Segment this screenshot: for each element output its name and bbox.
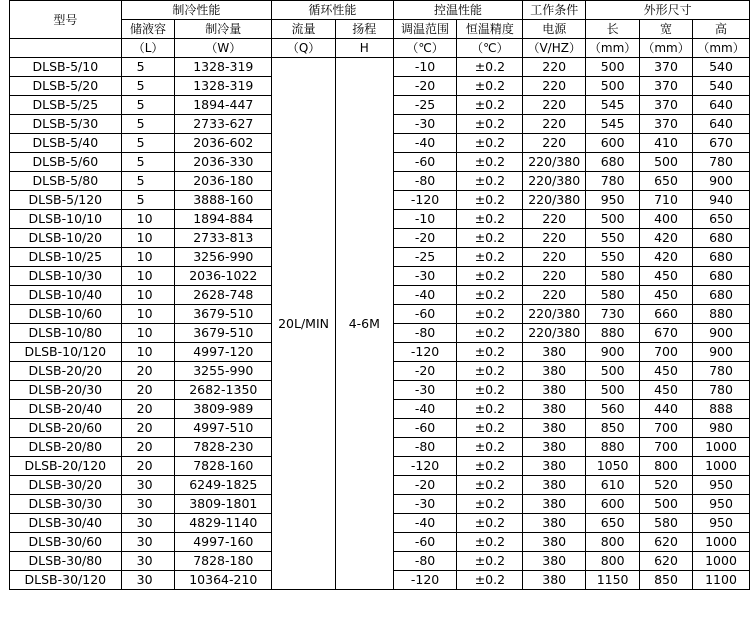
temp-range-cell: -80 xyxy=(393,552,457,571)
cooling-capacity-cell: 7828-180 xyxy=(175,552,272,571)
power-cell: 380 xyxy=(523,571,586,590)
header-power: 电源 xyxy=(523,20,586,39)
height-cell: 900 xyxy=(693,172,750,191)
temp-accuracy-cell: ±0.2 xyxy=(457,457,523,476)
tank-cell: 10 xyxy=(121,267,175,286)
height-cell: 1000 xyxy=(693,438,750,457)
height-cell: 1000 xyxy=(693,533,750,552)
length-cell: 800 xyxy=(586,533,640,552)
model-cell: DLSB-10/40 xyxy=(10,286,122,305)
width-cell: 670 xyxy=(640,324,693,343)
width-cell: 700 xyxy=(640,438,693,457)
height-cell: 1000 xyxy=(693,552,750,571)
model-cell: DLSB-20/20 xyxy=(10,362,122,381)
temp-accuracy-cell: ±0.2 xyxy=(457,362,523,381)
temp-range-cell: -80 xyxy=(393,438,457,457)
header-height: 高 xyxy=(693,20,750,39)
power-cell: 380 xyxy=(523,457,586,476)
tank-cell: 20 xyxy=(121,419,175,438)
tank-cell: 10 xyxy=(121,229,175,248)
model-cell: DLSB-30/30 xyxy=(10,495,122,514)
length-cell: 800 xyxy=(586,552,640,571)
model-cell: DLSB-10/80 xyxy=(10,324,122,343)
length-cell: 680 xyxy=(586,153,640,172)
cooling-capacity-cell: 2036-180 xyxy=(175,172,272,191)
temp-accuracy-cell: ±0.2 xyxy=(457,495,523,514)
height-cell: 950 xyxy=(693,476,750,495)
temp-accuracy-cell: ±0.2 xyxy=(457,153,523,172)
length-cell: 880 xyxy=(586,438,640,457)
tank-cell: 20 xyxy=(121,381,175,400)
unit-lift: H xyxy=(335,39,393,58)
tank-cell: 10 xyxy=(121,305,175,324)
model-cell: DLSB-10/10 xyxy=(10,210,122,229)
length-cell: 1150 xyxy=(586,571,640,590)
temp-range-cell: -40 xyxy=(393,286,457,305)
length-cell: 550 xyxy=(586,229,640,248)
temp-range-cell: -20 xyxy=(393,229,457,248)
width-cell: 450 xyxy=(640,267,693,286)
length-cell: 545 xyxy=(586,115,640,134)
temp-range-cell: -80 xyxy=(393,324,457,343)
cooling-capacity-cell: 7828-230 xyxy=(175,438,272,457)
model-cell: DLSB-10/20 xyxy=(10,229,122,248)
tank-cell: 5 xyxy=(121,191,175,210)
model-cell: DLSB-30/40 xyxy=(10,514,122,533)
cooling-capacity-cell: 3679-510 xyxy=(175,324,272,343)
unit-power: （V/HZ） xyxy=(523,39,586,58)
width-cell: 850 xyxy=(640,571,693,590)
tank-cell: 5 xyxy=(121,58,175,77)
cooling-capacity-cell: 1328-319 xyxy=(175,77,272,96)
length-cell: 950 xyxy=(586,191,640,210)
temp-range-cell: -10 xyxy=(393,210,457,229)
cooling-capacity-cell: 3679-510 xyxy=(175,305,272,324)
tank-cell: 30 xyxy=(121,571,175,590)
tank-cell: 20 xyxy=(121,400,175,419)
cooling-capacity-cell: 2036-1022 xyxy=(175,267,272,286)
cooling-capacity-cell: 3809-989 xyxy=(175,400,272,419)
width-cell: 620 xyxy=(640,533,693,552)
power-cell: 220 xyxy=(523,210,586,229)
header-dimensions: 外形尺寸 xyxy=(586,1,750,20)
temp-range-cell: -20 xyxy=(393,476,457,495)
length-cell: 600 xyxy=(586,134,640,153)
cooling-capacity-cell: 3809-1801 xyxy=(175,495,272,514)
model-cell: DLSB-5/60 xyxy=(10,153,122,172)
width-cell: 440 xyxy=(640,400,693,419)
length-cell: 500 xyxy=(586,381,640,400)
height-cell: 900 xyxy=(693,324,750,343)
height-cell: 680 xyxy=(693,248,750,267)
unit-row xyxy=(10,39,750,58)
tank-cell: 10 xyxy=(121,248,175,267)
temp-accuracy-cell: ±0.2 xyxy=(457,552,523,571)
length-cell: 500 xyxy=(586,58,640,77)
width-cell: 410 xyxy=(640,134,693,153)
power-cell: 380 xyxy=(523,514,586,533)
temp-accuracy-cell: ±0.2 xyxy=(457,172,523,191)
model-cell: DLSB-5/30 xyxy=(10,115,122,134)
model-cell: DLSB-10/60 xyxy=(10,305,122,324)
tank-cell: 5 xyxy=(121,134,175,153)
temp-accuracy-cell: ±0.2 xyxy=(457,58,523,77)
power-cell: 220 xyxy=(523,96,586,115)
temp-range-cell: -25 xyxy=(393,96,457,115)
cooling-capacity-cell: 4997-120 xyxy=(175,343,272,362)
temp-range-cell: -120 xyxy=(393,343,457,362)
length-cell: 900 xyxy=(586,343,640,362)
length-cell: 500 xyxy=(586,210,640,229)
cooling-capacity-cell: 3256-990 xyxy=(175,248,272,267)
cooling-capacity-cell: 4997-160 xyxy=(175,533,272,552)
width-cell: 450 xyxy=(640,362,693,381)
width-cell: 450 xyxy=(640,381,693,400)
temp-range-cell: -40 xyxy=(393,400,457,419)
model-cell: DLSB-20/80 xyxy=(10,438,122,457)
length-cell: 545 xyxy=(586,96,640,115)
model-cell: DLSB-10/25 xyxy=(10,248,122,267)
unit-temp-range: （℃） xyxy=(393,39,457,58)
header-length: 长 xyxy=(586,20,640,39)
temp-range-cell: -30 xyxy=(393,115,457,134)
width-cell: 420 xyxy=(640,229,693,248)
width-cell: 800 xyxy=(640,457,693,476)
length-cell: 730 xyxy=(586,305,640,324)
width-cell: 580 xyxy=(640,514,693,533)
temp-range-cell: -30 xyxy=(393,267,457,286)
temp-accuracy-cell: ±0.2 xyxy=(457,514,523,533)
power-cell: 220 xyxy=(523,229,586,248)
temp-accuracy-cell: ±0.2 xyxy=(457,438,523,457)
spec-table xyxy=(9,0,750,590)
temp-range-cell: -10 xyxy=(393,58,457,77)
temp-accuracy-cell: ±0.2 xyxy=(457,286,523,305)
cooling-capacity-cell: 6249-1825 xyxy=(175,476,272,495)
length-cell: 780 xyxy=(586,172,640,191)
unit-cooling-capacity: （W） xyxy=(175,39,272,58)
temp-range-cell: -30 xyxy=(393,381,457,400)
cooling-capacity-cell: 3255-990 xyxy=(175,362,272,381)
model-cell: DLSB-20/40 xyxy=(10,400,122,419)
width-cell: 620 xyxy=(640,552,693,571)
cooling-capacity-cell: 2733-813 xyxy=(175,229,272,248)
length-cell: 500 xyxy=(586,77,640,96)
model-cell: DLSB-30/120 xyxy=(10,571,122,590)
power-cell: 220/380 xyxy=(523,324,586,343)
model-cell: DLSB-20/120 xyxy=(10,457,122,476)
temp-range-cell: -120 xyxy=(393,191,457,210)
length-cell: 550 xyxy=(586,248,640,267)
height-cell: 650 xyxy=(693,210,750,229)
power-cell: 380 xyxy=(523,362,586,381)
temp-accuracy-cell: ±0.2 xyxy=(457,134,523,153)
model-cell: DLSB-5/10 xyxy=(10,58,122,77)
tank-cell: 20 xyxy=(121,362,175,381)
tank-cell: 10 xyxy=(121,343,175,362)
length-cell: 560 xyxy=(586,400,640,419)
cooling-capacity-cell: 7828-160 xyxy=(175,457,272,476)
unit-width: （mm） xyxy=(640,39,693,58)
model-cell: DLSB-10/30 xyxy=(10,267,122,286)
power-cell: 220 xyxy=(523,77,586,96)
length-cell: 580 xyxy=(586,286,640,305)
temp-range-cell: -80 xyxy=(393,172,457,191)
cooling-capacity-cell: 2628-748 xyxy=(175,286,272,305)
height-cell: 980 xyxy=(693,419,750,438)
height-cell: 780 xyxy=(693,381,750,400)
header-temp-range: 调温范围 xyxy=(393,20,457,39)
temp-accuracy-cell: ±0.2 xyxy=(457,571,523,590)
temp-range-cell: -120 xyxy=(393,457,457,476)
height-cell: 880 xyxy=(693,305,750,324)
header-temp-accuracy: 恒温精度 xyxy=(457,20,523,39)
header-row-2 xyxy=(10,20,750,39)
width-cell: 660 xyxy=(640,305,693,324)
temp-range-cell: -60 xyxy=(393,419,457,438)
height-cell: 888 xyxy=(693,400,750,419)
height-cell: 640 xyxy=(693,96,750,115)
temp-range-cell: -120 xyxy=(393,571,457,590)
width-cell: 370 xyxy=(640,58,693,77)
header-row-1 xyxy=(10,1,750,20)
temp-accuracy-cell: ±0.2 xyxy=(457,77,523,96)
width-cell: 700 xyxy=(640,343,693,362)
header-model: 型号 xyxy=(10,1,122,39)
power-cell: 380 xyxy=(523,419,586,438)
tank-cell: 5 xyxy=(121,77,175,96)
height-cell: 680 xyxy=(693,229,750,248)
model-cell: DLSB-5/40 xyxy=(10,134,122,153)
width-cell: 370 xyxy=(640,77,693,96)
power-cell: 220 xyxy=(523,286,586,305)
temp-range-cell: -20 xyxy=(393,362,457,381)
cooling-capacity-cell: 2682-1350 xyxy=(175,381,272,400)
height-cell: 1100 xyxy=(693,571,750,590)
temp-range-cell: -60 xyxy=(393,305,457,324)
temp-accuracy-cell: ±0.2 xyxy=(457,115,523,134)
height-cell: 680 xyxy=(693,286,750,305)
width-cell: 500 xyxy=(640,495,693,514)
unit-flow: （Q） xyxy=(272,39,336,58)
temp-accuracy-cell: ±0.2 xyxy=(457,533,523,552)
tank-cell: 10 xyxy=(121,210,175,229)
power-cell: 380 xyxy=(523,438,586,457)
temp-accuracy-cell: ±0.2 xyxy=(457,324,523,343)
lift-merged-cell: 4-6M xyxy=(335,58,393,590)
temp-range-cell: -30 xyxy=(393,495,457,514)
tank-cell: 30 xyxy=(121,495,175,514)
cooling-capacity-cell: 2036-602 xyxy=(175,134,272,153)
tank-cell: 10 xyxy=(121,324,175,343)
header-cooling: 制冷性能 xyxy=(121,1,271,20)
tank-cell: 30 xyxy=(121,476,175,495)
height-cell: 780 xyxy=(693,153,750,172)
tank-cell: 5 xyxy=(121,153,175,172)
height-cell: 940 xyxy=(693,191,750,210)
width-cell: 450 xyxy=(640,286,693,305)
tank-cell: 30 xyxy=(121,514,175,533)
spec-table-wrapper xyxy=(9,0,750,590)
power-cell: 380 xyxy=(523,381,586,400)
unit-temp-accuracy: （℃） xyxy=(457,39,523,58)
temp-range-cell: -25 xyxy=(393,248,457,267)
model-cell: DLSB-30/60 xyxy=(10,533,122,552)
height-cell: 900 xyxy=(693,343,750,362)
header-flow: 流量 xyxy=(272,20,336,39)
width-cell: 520 xyxy=(640,476,693,495)
power-cell: 220/380 xyxy=(523,305,586,324)
height-cell: 950 xyxy=(693,514,750,533)
power-cell: 380 xyxy=(523,343,586,362)
temp-accuracy-cell: ±0.2 xyxy=(457,248,523,267)
unit-tank: （L） xyxy=(121,39,175,58)
height-cell: 1000 xyxy=(693,457,750,476)
header-lift: 扬程 xyxy=(335,20,393,39)
table-row xyxy=(10,58,750,77)
length-cell: 850 xyxy=(586,419,640,438)
unit-length: （mm） xyxy=(586,39,640,58)
tank-cell: 10 xyxy=(121,286,175,305)
temp-range-cell: -60 xyxy=(393,153,457,172)
model-cell: DLSB-5/80 xyxy=(10,172,122,191)
cooling-capacity-cell: 3888-160 xyxy=(175,191,272,210)
tank-cell: 30 xyxy=(121,552,175,571)
height-cell: 680 xyxy=(693,267,750,286)
length-cell: 600 xyxy=(586,495,640,514)
width-cell: 370 xyxy=(640,115,693,134)
power-cell: 380 xyxy=(523,495,586,514)
header-cooling-capacity: 制冷量 xyxy=(175,20,272,39)
model-cell: DLSB-5/20 xyxy=(10,77,122,96)
temp-range-cell: -60 xyxy=(393,533,457,552)
spec-table-body xyxy=(10,1,750,590)
temp-accuracy-cell: ±0.2 xyxy=(457,210,523,229)
power-cell: 220 xyxy=(523,115,586,134)
tank-cell: 5 xyxy=(121,172,175,191)
model-cell: DLSB-5/120 xyxy=(10,191,122,210)
temp-accuracy-cell: ±0.2 xyxy=(457,476,523,495)
unit-model-blank xyxy=(10,39,122,58)
temp-accuracy-cell: ±0.2 xyxy=(457,267,523,286)
header-tank: 储液容 xyxy=(121,20,175,39)
model-cell: DLSB-10/120 xyxy=(10,343,122,362)
model-cell: DLSB-20/30 xyxy=(10,381,122,400)
power-cell: 220/380 xyxy=(523,172,586,191)
model-cell: DLSB-30/80 xyxy=(10,552,122,571)
tank-cell: 5 xyxy=(121,96,175,115)
length-cell: 1050 xyxy=(586,457,640,476)
tank-cell: 20 xyxy=(121,438,175,457)
header-width: 宽 xyxy=(640,20,693,39)
cooling-capacity-cell: 4997-510 xyxy=(175,419,272,438)
model-cell: DLSB-30/20 xyxy=(10,476,122,495)
tank-cell: 20 xyxy=(121,457,175,476)
temp-accuracy-cell: ±0.2 xyxy=(457,96,523,115)
width-cell: 420 xyxy=(640,248,693,267)
cooling-capacity-cell: 1328-319 xyxy=(175,58,272,77)
tank-cell: 30 xyxy=(121,533,175,552)
power-cell: 220 xyxy=(523,134,586,153)
temp-range-cell: -40 xyxy=(393,134,457,153)
width-cell: 650 xyxy=(640,172,693,191)
power-cell: 220 xyxy=(523,248,586,267)
cooling-capacity-cell: 10364-210 xyxy=(175,571,272,590)
length-cell: 610 xyxy=(586,476,640,495)
header-working: 工作条件 xyxy=(523,1,586,20)
header-circulation: 循环性能 xyxy=(272,1,394,20)
power-cell: 220/380 xyxy=(523,153,586,172)
cooling-capacity-cell: 2733-627 xyxy=(175,115,272,134)
temp-accuracy-cell: ±0.2 xyxy=(457,400,523,419)
temp-accuracy-cell: ±0.2 xyxy=(457,305,523,324)
length-cell: 580 xyxy=(586,267,640,286)
unit-height: （mm） xyxy=(693,39,750,58)
cooling-capacity-cell: 4829-1140 xyxy=(175,514,272,533)
width-cell: 500 xyxy=(640,153,693,172)
temp-accuracy-cell: ±0.2 xyxy=(457,229,523,248)
power-cell: 380 xyxy=(523,476,586,495)
temp-accuracy-cell: ±0.2 xyxy=(457,343,523,362)
cooling-capacity-cell: 2036-330 xyxy=(175,153,272,172)
height-cell: 540 xyxy=(693,77,750,96)
power-cell: 380 xyxy=(523,533,586,552)
length-cell: 500 xyxy=(586,362,640,381)
temp-accuracy-cell: ±0.2 xyxy=(457,191,523,210)
temp-range-cell: -40 xyxy=(393,514,457,533)
temp-range-cell: -20 xyxy=(393,77,457,96)
power-cell: 380 xyxy=(523,400,586,419)
length-cell: 650 xyxy=(586,514,640,533)
power-cell: 220 xyxy=(523,58,586,77)
tank-cell: 5 xyxy=(121,115,175,134)
cooling-capacity-cell: 1894-884 xyxy=(175,210,272,229)
height-cell: 780 xyxy=(693,362,750,381)
height-cell: 950 xyxy=(693,495,750,514)
flow-merged-cell: 20L/MIN xyxy=(272,58,336,590)
temp-accuracy-cell: ±0.2 xyxy=(457,419,523,438)
width-cell: 710 xyxy=(640,191,693,210)
power-cell: 380 xyxy=(523,552,586,571)
cooling-capacity-cell: 1894-447 xyxy=(175,96,272,115)
width-cell: 370 xyxy=(640,96,693,115)
length-cell: 880 xyxy=(586,324,640,343)
height-cell: 670 xyxy=(693,134,750,153)
model-cell: DLSB-5/25 xyxy=(10,96,122,115)
width-cell: 400 xyxy=(640,210,693,229)
height-cell: 640 xyxy=(693,115,750,134)
width-cell: 700 xyxy=(640,419,693,438)
temp-accuracy-cell: ±0.2 xyxy=(457,381,523,400)
power-cell: 220/380 xyxy=(523,191,586,210)
power-cell: 220 xyxy=(523,267,586,286)
height-cell: 540 xyxy=(693,58,750,77)
header-temp-control: 控温性能 xyxy=(393,1,523,20)
model-cell: DLSB-20/60 xyxy=(10,419,122,438)
